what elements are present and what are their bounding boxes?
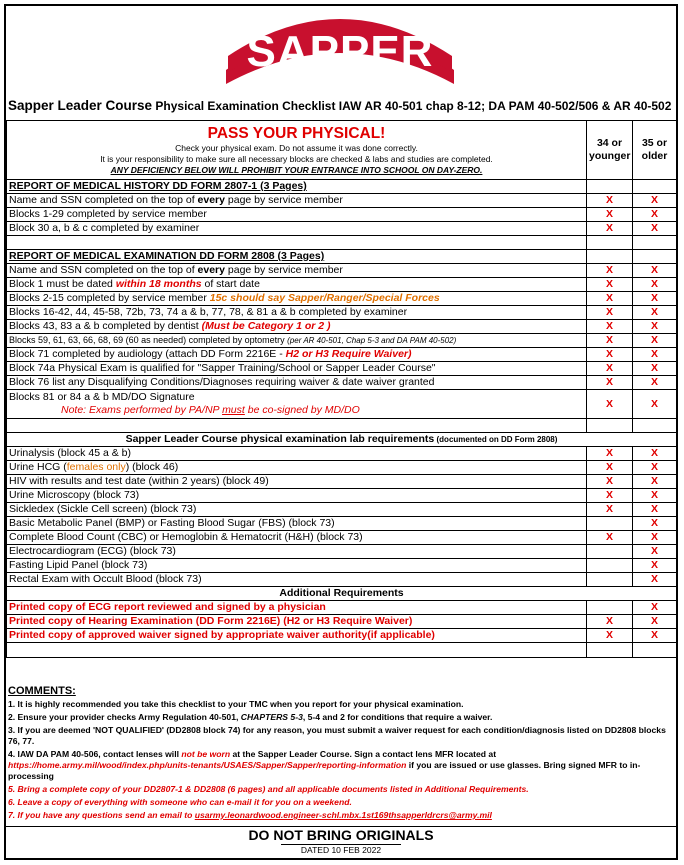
mark-young: X <box>587 320 633 334</box>
table-row: Printed copy of ECG report reviewed and signed by a physician X <box>7 601 677 615</box>
mark-old: X <box>633 531 677 545</box>
title-rest: Physical Examination Checklist IAW AR 40-501 chap 8-12; DA PAM 40-502/506 & AR 40-502 <box>152 99 672 113</box>
additional-heading-row <box>7 587 677 601</box>
table-row: Urinalysis (block 45 a & b) X X <box>7 447 677 461</box>
mark-old: X <box>633 461 677 475</box>
mark-young: X <box>587 362 633 376</box>
mark-young: X <box>587 475 633 489</box>
mark-old: X <box>633 320 677 334</box>
table-row: Blocks 43, 83 a & b completed by dentist (Must be Category 1 or 2 ) X X <box>7 320 677 334</box>
mark-old: X <box>633 306 677 320</box>
contact-lens-mfr-link[interactable]: https://home.army.mil/wood/index.php/units-tenants/USAES/Sapper/Sapper/reporting-information <box>8 760 407 770</box>
mark-young: X <box>587 292 633 306</box>
comment-6: 6. Leave a copy of everything with someone who can e-mail it for you on a weekend. <box>8 797 352 807</box>
mark-young: X <box>587 615 633 629</box>
mark-old: X <box>633 208 677 222</box>
page-title <box>8 98 676 113</box>
mark-old: X <box>633 264 677 278</box>
table-row: Electrocardiogram (ECG) (block 73) X <box>7 545 677 559</box>
table-row: Block 1 must be dated within 18 months of start date X X <box>7 278 677 292</box>
mark-old: X <box>633 601 677 615</box>
table-row: HIV with results and test date (within 2 years) (block 49) X X <box>7 475 677 489</box>
col-header-35-older: 35 or older <box>633 121 677 180</box>
comment-2: 2. Ensure your provider checks Army Regulation 40-501, CHAPTERS 5-3, 5-4 and 2 for conditions that require a waiver. <box>8 712 493 722</box>
table-row: Blocks 16-42, 44, 45-58, 72b, 73, 74 a & b, 77, 78, & 81 a & b completed by examiner X X <box>7 306 677 320</box>
table-row: Block 74a Physical Exam is qualified for "Sapper Training/School or Sapper Leader Course" X X <box>7 362 677 376</box>
table-row: Blocks 1-29 completed by service member X X <box>7 208 677 222</box>
comment-7: 7. If you have any questions send an email to usarmy.leonardwood.engineer-schl.mbx.1st169thsapperldrcrs@army.mil <box>8 810 492 820</box>
spacer-row <box>7 419 677 433</box>
mark-old: X <box>633 376 677 390</box>
checklist-table <box>6 120 677 658</box>
mark-old: X <box>633 334 677 348</box>
table-row: Rectal Exam with Occult Blood (block 73) X <box>7 573 677 587</box>
table-row: Urine HCG (females only) (block 46) X X <box>7 461 677 475</box>
mark-old: X <box>633 629 677 643</box>
labs-heading-row <box>7 433 677 447</box>
mark-young: X <box>587 334 633 348</box>
pass-banner <box>7 121 587 180</box>
table-row: Complete Blood Count (CBC) or Hemoglobin & Hematocrit (H&H) (block 73) X X <box>7 531 677 545</box>
table-row: Block 71 completed by audiology (attach DD Form 2216E - H2 or H3 Require Waiver) X X <box>7 348 677 362</box>
mark-old: X <box>633 292 677 306</box>
mark-old: X <box>633 390 677 419</box>
mark-old: X <box>633 489 677 503</box>
table-row: Basic Metabolic Panel (BMP) or Fasting Blood Sugar (FBS) (block 73) X <box>7 517 677 531</box>
mark-young: X <box>587 222 633 236</box>
pass-header-row <box>7 121 677 180</box>
spacer-row <box>7 643 677 658</box>
mark-young: X <box>587 503 633 517</box>
mark-young: X <box>587 348 633 362</box>
mark-old: X <box>633 222 677 236</box>
pass-warning: ANY DEFICIENCY BELOW WILL PROHIBIT YOUR ENTRANCE INTO SCHOOL ON DAY-ZERO. <box>110 164 483 175</box>
table-row: Sickledex (Sickle Cell screen) (block 73) X X <box>7 503 677 517</box>
mark-young: X <box>587 531 633 545</box>
comment-5: 5. Bring a complete copy of your DD2807-1 & DD2808 (6 pages) and all applicable documents listed in Additional Requirements. <box>8 784 529 794</box>
mark-old: X <box>633 348 677 362</box>
mark-old: X <box>633 194 677 208</box>
mark-young: X <box>587 208 633 222</box>
mark-young: X <box>587 390 633 419</box>
pass-line-2: It is your responsibility to make sure all necessary blocks are checked & labs and studies are completed. <box>100 153 493 164</box>
history-heading: REPORT OF MEDICAL HISTORY DD FORM 2807-1 (3 Pages) <box>7 180 587 194</box>
col-header-34-younger: 34 or younger <box>587 121 633 180</box>
mark-young: X <box>587 629 633 643</box>
mark-old: X <box>633 362 677 376</box>
spacer-row <box>7 236 677 250</box>
sapper-tab-logo <box>220 10 460 86</box>
comment-4: 4. IAW DA PAM 40-506, contact lenses will not be worn at the Sapper Leader Course. Sign a contact lens MFR located at https://home.army.mil/wood/index.php/units-tenants/USAES/Sapper/Sapper/reporting-information if you are issued or use glasses. Bring signed MFR to in-processing <box>8 749 641 781</box>
title-lead: Sapper Leader Course <box>8 98 153 113</box>
table-row: Printed copy of approved waiver signed by appropriate waiver authority(if applicable) X X <box>7 629 677 643</box>
mark-young: X <box>587 278 633 292</box>
table-row: Block 76 list any Disqualifying Conditions/Diagnoses requiring waiver & date waiver granted X X <box>7 376 677 390</box>
mark-old: X <box>633 559 677 573</box>
comment-1: 1. It is highly recommended you take this checklist to your TMC when you report for your physical examination. <box>8 699 464 709</box>
labs-heading: Sapper Leader Course physical examination lab requirements (documented on DD Form 2808) <box>7 433 677 447</box>
mark-old: X <box>633 517 677 531</box>
mark-old: X <box>633 278 677 292</box>
table-row: Blocks 81 or 84 a & b MD/DO Signature Note: Exams performed by PA/NP must be co-signed by MD/DO X X <box>7 390 677 419</box>
table-row: Printed copy of Hearing Examination (DD Form 2216E) (H2 or H3 Require Waiver) X X <box>7 615 677 629</box>
table-row: Name and SSN completed on the top of every page by service member X X <box>7 264 677 278</box>
table-row: Blocks 59, 61, 63, 66, 68, 69 (60 as needed) completed by optometry (per AR 40-501, Chap 5-3 and DA PAM 40-502) X X <box>7 334 677 348</box>
mark-young: X <box>587 489 633 503</box>
pass-heading: PASS YOUR PHYSICAL! <box>207 124 386 142</box>
mark-young: X <box>587 447 633 461</box>
contact-email-link[interactable]: usarmy.leonardwood.engineer-schl.mbx.1st169thsapperldrcrs@army.mil <box>194 810 492 820</box>
mark-young: X <box>587 461 633 475</box>
table-row: Urine Microscopy (block 73) X X <box>7 489 677 503</box>
mark-old: X <box>633 615 677 629</box>
exam-heading: REPORT OF MEDICAL EXAMINATION DD FORM 2808 (3 Pages) <box>7 250 587 264</box>
footer-date: DATED 10 FEB 2022 <box>281 844 401 856</box>
footer-warning: DO NOT BRING ORIGINALS <box>248 827 434 843</box>
comments-section <box>8 686 676 823</box>
table-row: Block 30 a, b & c completed by examiner X X <box>7 222 677 236</box>
mark-old: X <box>633 573 677 587</box>
table-row: Blocks 2-15 completed by service member 15c should say Sapper/Ranger/Special Forces X X <box>7 292 677 306</box>
exam-heading-row <box>7 250 677 264</box>
mark-young: X <box>587 376 633 390</box>
sapper-logo-text: SAPPER <box>246 27 434 76</box>
footer <box>6 826 676 856</box>
mark-old: X <box>633 475 677 489</box>
table-row: Fasting Lipid Panel (block 73) X <box>7 559 677 573</box>
mark-young: X <box>587 306 633 320</box>
comment-3: 3. If you are deemed 'NOT QUALIFIED' (DD2808 block 74) for any reason, you must submit a waiver request for each condition/diagnosis listed on DD2808 blocks 76, 77. <box>8 725 666 746</box>
mark-old: X <box>633 545 677 559</box>
mark-old: X <box>633 503 677 517</box>
mark-young: X <box>587 264 633 278</box>
mark-young: X <box>587 194 633 208</box>
history-heading-row <box>7 180 677 194</box>
mark-old: X <box>633 447 677 461</box>
comments-heading: COMMENTS: <box>8 685 76 697</box>
table-row: Name and SSN completed on the top of every page by service member X X <box>7 194 677 208</box>
additional-heading: Additional Requirements <box>7 587 677 601</box>
pass-line-1: Check your physical exam. Do not assume it was done correctly. <box>175 142 418 153</box>
